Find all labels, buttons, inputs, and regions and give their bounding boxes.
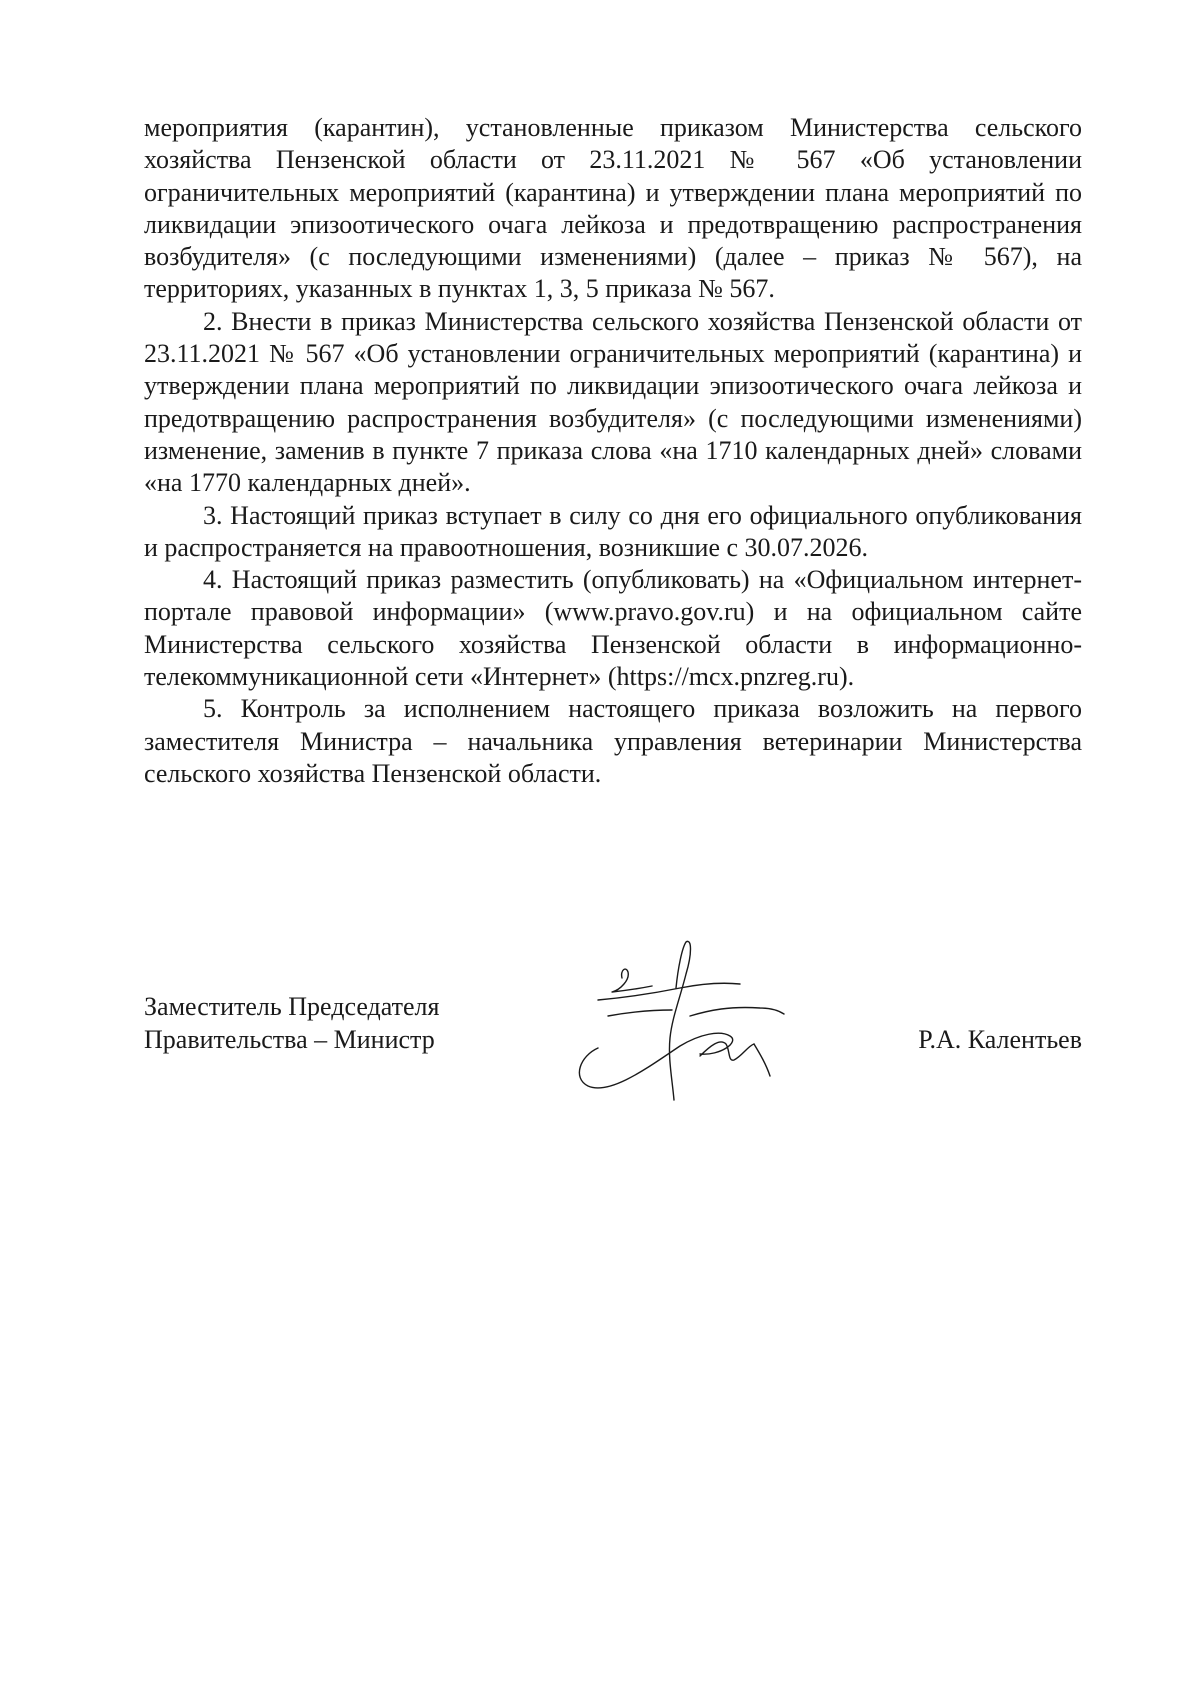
document-body — [144, 112, 1082, 790]
handwritten-signature — [570, 938, 820, 1108]
paragraph-item-4: 4. Настоящий приказ разместить (опубликовать) на «Официальном интернет-портале правовой информации» (www.pravo.gov.ru) и на официальном сайте Министерства сельского хозяйства Пензенской области в информационно-телекоммуникационной сети «Интернет» (https://mcx.pnzreg.ru). — [144, 565, 1082, 692]
paragraph-1-continuation: мероприятия (карантин), установленные приказом Министерства сельского хозяйства Пензенской области от 23.11.2021 № 567 «Об установлении ограничительных мероприятий (карантина) и утверждении плана мероприятий по ликвидации эпизоотического очага лейкоза и предотвращению распространения возбудителя» (с последующими изменениями) (далее – приказ № 567), на территориях, указанных в пунктах 1, 3, 5 приказа № 567. — [144, 113, 1082, 304]
position-line-2: Правительства – Министр — [144, 1025, 435, 1054]
signatory-position — [144, 990, 439, 1056]
signatory-name: Р.А. Калентьев — [918, 1025, 1082, 1054]
paragraph-item-3: 3. Настоящий приказ вступает в силу со дня его официального опубликования и распространяется на правоотношения, возникшие с 30.07.2026. — [144, 500, 1082, 562]
position-line-1: Заместитель Председателя — [144, 992, 440, 1021]
paragraph-item-5: 5. Контроль за исполнением настоящего приказа возложить на первого заместителя Министра – начальника управления ветеринарии Министерства сельского хозяйства Пензенской области. — [144, 694, 1082, 788]
paragraph-item-2: 2. Внести в приказ Министерства сельского хозяйства Пензенской области от 23.11.2021 № 567 «Об установлении ограничительных мероприятий (карантина) и утверждении плана мероприятий по ликвидации эпизоотического очага лейкоза и предотвращению распространения возбудителя» (с последующими изменениями) изменение, заменив в пункте 7 приказа слова «на 1710 календарных дней» словами «на 1770 календарных дней». — [144, 306, 1082, 498]
